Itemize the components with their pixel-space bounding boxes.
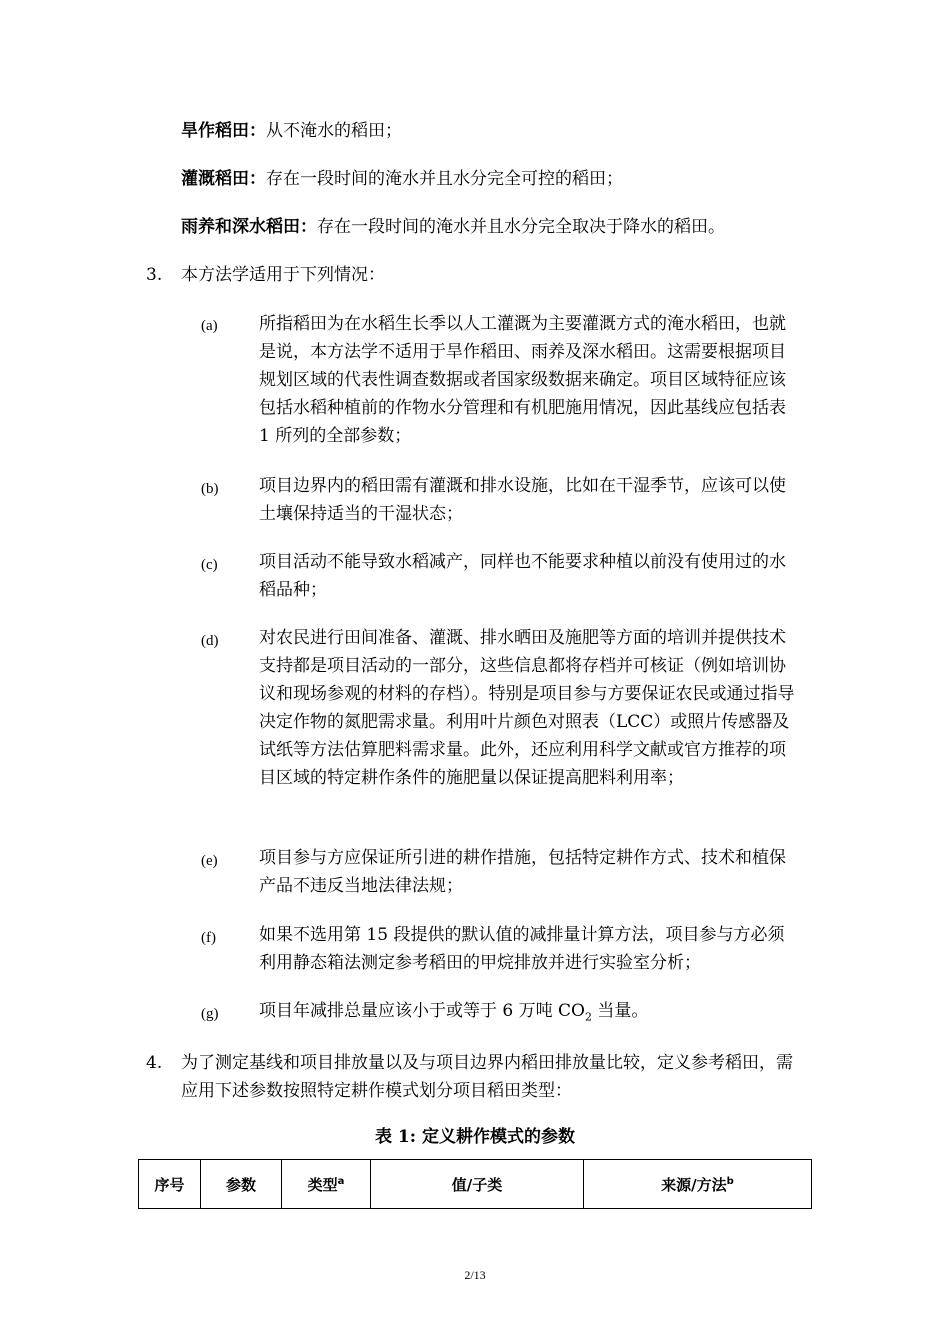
- page-number: 2/13: [464, 1268, 486, 1282]
- section-3-number: 3.: [146, 265, 163, 285]
- table-header-cell: 来源/方法$^b$: [584, 1160, 812, 1209]
- parameters-table: [138, 1159, 812, 1209]
- item-d-text: 对农民进行田间准备、灌溉、排水晒田及施肥等方面的培训并提供技术支持都是项目活动的一部分，这些信息都将存档并可核证（例如培训协议和现场参观的材料的存档）。特别是项目参与方要保证农民或通过指导决定作物的氮肥需求量。利用叶片颜色对照表（LCC）或照片传感器及试纸等方法估算肥料需求量。此外，还应利用科学文献或官方推荐的项目区域的特定耕作条件的施肥量以保证提高肥料利用率；: [259, 628, 795, 788]
- item-a-text: 所指稻田为在水稻生长季以人工灌溉为主要灌溉方式的淹水稻田，也就是说，本方法学不适用于旱作稻田、雨养及深水稻田。这需要根据项目规划区域的代表性调查数据或者国家级数据来确定。项目区域特征应该包括水稻种植前的作物水分管理和有机肥施用情况，因此基线应包括表 1 所列的全部参数；: [259, 314, 786, 446]
- item-b-text: 项目边界内的稻田需有灌溉和排水设施，比如在干湿季节，应该可以使土壤保持适当的干湿状态；: [259, 476, 786, 524]
- definition-text: 存在一段时间的淹水并且水分完全可控的稻田；: [266, 169, 623, 189]
- item-f-label: (f): [201, 930, 216, 946]
- item-a-label: (a): [201, 318, 218, 334]
- item-e-label: (e): [201, 853, 218, 869]
- section-4-number: 4.: [146, 1053, 163, 1073]
- definition-term: 灌溉稻田：: [181, 169, 266, 189]
- definition-term: 旱作稻田：: [181, 121, 266, 141]
- table-header-cell: 值/子类: [371, 1160, 584, 1209]
- footnote-mark: b: [726, 1175, 734, 1187]
- footnote-mark: a: [337, 1175, 345, 1187]
- table-header-row: [139, 1160, 812, 1209]
- definition-upland: [181, 120, 402, 142]
- table-header-cell: 类型$^a$: [282, 1160, 371, 1209]
- item-g-label: (g): [201, 1006, 219, 1022]
- definition-irrigated: [181, 168, 623, 190]
- definition-term: 雨养和深水稻田：: [181, 217, 317, 237]
- table-header-cell: 序号: [139, 1160, 201, 1209]
- item-e-text: 项目参与方应保证所引进的耕作措施，包括特定耕作方式、技术和植保产品不违反当地法律法规；: [259, 848, 786, 896]
- item-d-label: (d): [201, 633, 219, 649]
- item-c-text: 项目活动不能导致水稻减产，同样也不能要求种植以前没有使用过的水稻品种；: [259, 552, 786, 600]
- definition-rainfed: [181, 216, 725, 238]
- definition-text: 从不淹水的稻田；: [266, 121, 402, 141]
- definition-text: 存在一段时间的淹水并且水分完全取决于降水的稻田。: [317, 217, 725, 237]
- co2-subscript: 2: [584, 1010, 592, 1024]
- table-title: 表 1: 定义耕作模式的参数: [375, 1127, 575, 1147]
- section-4-text: 为了测定基线和项目排放量以及与项目边界内稻田排放量比较，定义参考稻田，需应用下述参数按照特定耕作模式划分项目稻田类型：: [181, 1053, 793, 1101]
- table-header-cell: 参数: [201, 1160, 282, 1209]
- item-g-text: [259, 997, 799, 1031]
- item-g-text-after: 当量。: [591, 1001, 649, 1021]
- item-f-text: 如果不选用第 15 段提供的默认值的减排量计算方法，项目参与方必须利用静态箱法测定参考稻田的甲烷排放并进行实验室分析；: [259, 925, 785, 973]
- item-c-label: (c): [201, 557, 218, 573]
- item-b-label: (b): [201, 481, 219, 497]
- section-3-text: 本方法学适用于下列情况：: [181, 265, 385, 285]
- item-g-text-before: 项目年减排总量应该小于或等于 6 万吨 CO: [259, 1001, 585, 1021]
